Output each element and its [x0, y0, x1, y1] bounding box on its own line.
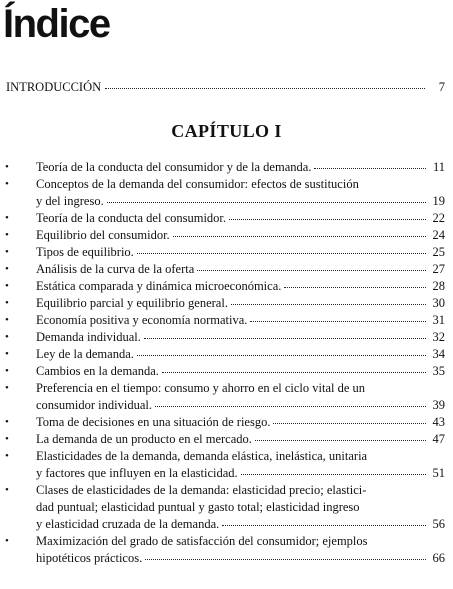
bullet-icon: • [5, 178, 9, 190]
toc-entry[interactable] [0, 431, 453, 448]
toc-page-number: 22 [432, 211, 445, 225]
toc-page-number: 43 [432, 415, 445, 429]
toc-entry-text: Clases de elasticidades de la demanda: elasticidad precio; elastici- [36, 483, 367, 497]
dot-leader [105, 88, 425, 89]
dot-leader [145, 559, 426, 560]
bullet-icon: • [5, 280, 9, 292]
toc-entry-text: y elasticidad cruzada de la demanda. [36, 517, 220, 531]
toc-page-number: 28 [432, 279, 445, 293]
bullet-icon: • [5, 348, 9, 360]
toc-page-number: 56 [432, 517, 445, 531]
dot-leader [144, 338, 426, 339]
toc-page-number: 39 [432, 398, 445, 412]
toc-entry[interactable] [0, 176, 453, 210]
bullet-icon: • [5, 229, 9, 241]
toc-entry-text: Toma de decisiones en una situación de riesgo. [36, 415, 271, 429]
dot-leader [137, 253, 426, 254]
toc-entry[interactable] [0, 363, 453, 380]
toc-page-number: 30 [432, 296, 445, 310]
dot-leader [229, 219, 426, 220]
dot-leader [255, 440, 426, 441]
toc-entry-text: Teoría de la conducta del consumidor. [36, 211, 227, 225]
toc-entry-text: Estática comparada y dinámica microeconómica. [36, 279, 282, 293]
toc-entry-introduccion[interactable] [6, 80, 445, 95]
dot-leader [197, 270, 426, 271]
toc-page-number: 47 [432, 432, 445, 446]
toc-entry-text: Teoría de la conducta del consumidor y de la demanda. [36, 160, 312, 174]
toc-page-number: 51 [432, 466, 445, 480]
toc-page-number: 32 [432, 330, 445, 344]
dot-leader [173, 236, 426, 237]
bullet-icon: • [5, 365, 9, 377]
bullet-icon: • [5, 331, 9, 343]
dot-leader [155, 406, 426, 407]
toc-entry[interactable] [0, 414, 453, 431]
toc-entry[interactable] [0, 159, 453, 176]
toc-entry-text: Maximización del grado de satisfacción del consumidor; ejemplos [36, 534, 368, 548]
bullet-icon: • [5, 450, 9, 462]
toc-page-number: 24 [432, 228, 445, 242]
bullet-icon: • [5, 263, 9, 275]
toc-entry[interactable] [0, 533, 453, 567]
dot-leader [137, 355, 426, 356]
toc-page-number: 19 [432, 194, 445, 208]
toc-page-number: 11 [432, 160, 445, 174]
toc-entry-text: La demanda de un producto en el mercado. [36, 432, 252, 446]
bullet-icon: • [5, 314, 9, 326]
toc-page-number: 34 [432, 347, 445, 361]
toc-page-number: 7 [438, 80, 445, 94]
toc-entry-text: Demanda individual. [36, 330, 141, 344]
toc-entry-text: Economía positiva y economía normativa. [36, 313, 248, 327]
toc-entry[interactable] [0, 482, 453, 533]
toc-entry-text: Análisis de la curva de la oferta [36, 262, 195, 276]
toc-entry-text: Tipos de equilibrio. [36, 245, 134, 259]
toc-entry[interactable] [0, 210, 453, 227]
toc-entry-text: Ley de la demanda. [36, 347, 134, 361]
toc-entry-text: dad puntual; elasticidad puntual y gasto total; elasticidad ingreso [36, 500, 360, 514]
toc-entry[interactable] [0, 346, 453, 363]
page-title: Índice [3, 2, 110, 46]
toc-entry[interactable] [0, 278, 453, 295]
dot-leader [241, 474, 426, 475]
toc-entry-text: y del ingreso. [36, 194, 104, 208]
toc-entry[interactable] [0, 244, 453, 261]
toc-entry-label: INTRODUCCIÓN [6, 80, 102, 94]
toc-entry[interactable] [0, 295, 453, 312]
toc-entry-text: Elasticidades de la demanda, demanda elástica, inelástica, unitaria [36, 449, 368, 463]
toc-page-number: 25 [432, 245, 445, 259]
dot-leader [162, 372, 426, 373]
bullet-icon: • [5, 535, 9, 547]
bullet-icon: • [5, 484, 9, 496]
toc-entry-text: Preferencia en el tiempo: consumo y ahorro en el ciclo vital de un [36, 381, 366, 395]
bullet-icon: • [5, 433, 9, 445]
dot-leader [273, 423, 426, 424]
toc-page-number: 35 [432, 364, 445, 378]
chapter-heading: CAPÍTULO I [171, 121, 282, 141]
toc-page-number: 66 [432, 551, 445, 565]
dot-leader [250, 321, 426, 322]
toc-page-number: 31 [432, 313, 445, 327]
toc-entry[interactable] [0, 380, 453, 414]
bullet-icon: • [5, 297, 9, 309]
bullet-icon: • [5, 212, 9, 224]
dot-leader [284, 287, 426, 288]
toc-entry[interactable] [0, 448, 453, 482]
dot-leader [222, 525, 426, 526]
bullet-icon: • [5, 246, 9, 258]
toc-entry[interactable] [0, 227, 453, 244]
bullet-icon: • [5, 161, 9, 173]
dot-leader [231, 304, 426, 305]
toc-entry-text: Equilibrio parcial y equilibrio general. [36, 296, 228, 310]
toc-entry-text: y factores que influyen en la elasticidad. [36, 466, 238, 480]
toc-entry-text: Equilibrio del consumidor. [36, 228, 170, 242]
toc-entry-text: hipotéticos prácticos. [36, 551, 143, 565]
dot-leader [314, 168, 426, 169]
dot-leader [107, 202, 426, 203]
toc-entry-text: Conceptos de la demanda del consumidor: efectos de sustitución [36, 177, 359, 191]
bullet-icon: • [5, 416, 9, 428]
toc-entry[interactable] [0, 261, 453, 278]
toc-page-number: 27 [432, 262, 445, 276]
toc-entry-text: Cambios en la demanda. [36, 364, 159, 378]
toc-entry-text: consumidor individual. [36, 398, 152, 412]
toc-entry[interactable] [0, 312, 453, 329]
bullet-icon: • [5, 382, 9, 394]
toc-entry[interactable] [0, 329, 453, 346]
